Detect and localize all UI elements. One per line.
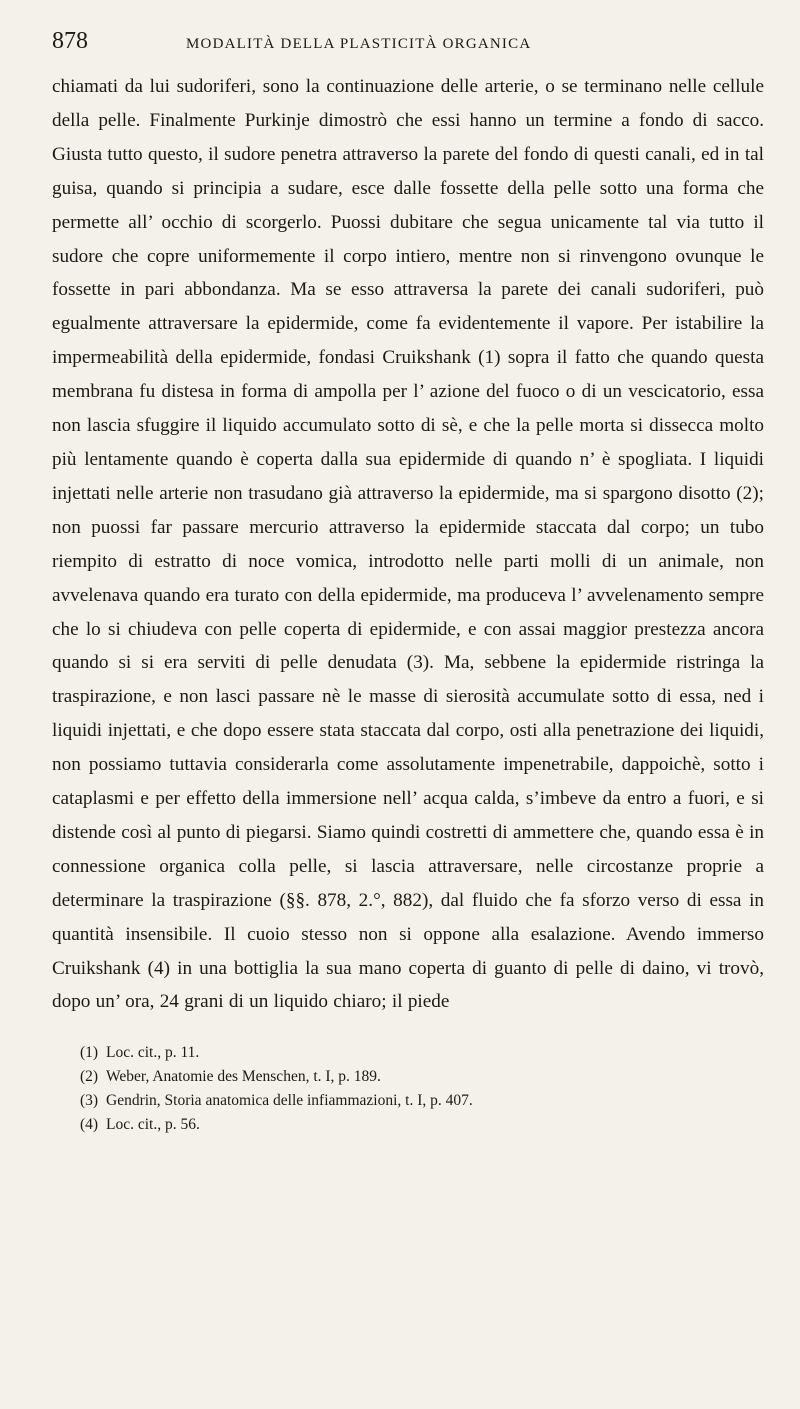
footnote-marker: (3) [80, 1092, 99, 1110]
footnote-1 [80, 1041, 764, 1065]
running-title: MODALITÀ DELLA PLASTICITÀ ORGANICA [186, 36, 532, 52]
footnote-marker: (1) [80, 1044, 99, 1062]
footnote-text: Gendrin, Storia anatomica delle infiammazioni, t. I, p. 407. [106, 1092, 473, 1110]
body-text [52, 70, 764, 1019]
running-head [52, 28, 764, 62]
footnotes [52, 1041, 764, 1137]
footnote-text: Weber, Anatomie des Menschen, t. I, p. 189. [106, 1068, 381, 1086]
footnote-text: Loc. cit., p. 11. [106, 1044, 200, 1062]
footnote-marker: (4) [80, 1116, 99, 1134]
footnote-text: Loc. cit., p. 56. [106, 1116, 200, 1134]
book-page [52, 28, 764, 1137]
page-number: 878 [52, 28, 88, 54]
paragraph: chiamati da lui sudoriferi, sono la continuazione delle arterie, o se terminano nelle cellule della pelle. Finalmente Purkinje dimostrò che essi hanno un termine a fondo di sacco. Giusta tutto questo, il sudore penetra attraverso la parete del fondo di questi canali, ed in tal guisa, quando si principia a sudare, esce dalle fossette della pelle sotto una forma che permette all’ occhio di scorgerlo. Puossi dubitare che segua unicamente tal via tutto il sudore che copre uniformemente il corpo intiero, mentre non si rinvengono ovunque le fossette in pari abbondanza. Ma se esso attraversa la parete dei canali sudoriferi, può egualmente attraversare la epidermide, come fa evidentemente il vapore. Per istabilire la impermeabilità della epidermide, fondasi Cruikshank (1) sopra il fatto che quando questa membrana fu distesa in forma di ampolla per l’ azione del fuoco o di un vescicatorio, essa non lascia sfuggire il liquido accumulato sotto di sè, e che la pelle morta si dissecca molto più lentamente quando è coperta dalla sua epidermide di quando n’ è spogliata. I liquidi injettati nelle arterie non trasudano già attraverso la epidermide, ma si spargono disotto (2); non puossi far passare mercurio attraverso la epidermide staccata dal corpo; un tubo riempito di estratto di noce vomica, introdotto nelle parti molli di un animale, non avvelenava quando era turato con della epidermide, ma produceva l’ avvelenamento sempre che lo si chiudeva con pelle coperta di epidermide, e con assai maggior prestezza ancora quando si si era serviti di pelle denudata (3). Ma, sebbene la epidermide ristringa la traspirazione, e non lasci passare nè le masse di sierosità accumulate sotto di essa, ned i liquidi injettati, e che dopo essere stata staccata dal corpo, osti alla penetrazione dei liquidi, non possiamo tuttavia considerarla come assolutamente impenetrabile, dappoichè, sotto i cataplasmi e per effetto della immersione nell’ acqua calda, s’imbeve da entro a fuori, e si distende così al punto di piegarsi. Siamo quindi costretti di ammettere che, quando essa è in connessione organica colla pelle, si lascia attraversare, nelle circostanze proprie a determinare la traspirazione (§§. 878, 2.°, 882), dal fluido che fa sforzo verso di essa in quantità insensibile. Il cuoio stesso non si oppone alla esalazione. Avendo immerso Cruikshank (4) in una bottiglia la sua mano coperta di guanto di pelle di daino, vi trovò, dopo un’ ora, 24 grani di un liquido chiaro; il piede [52, 76, 764, 1013]
footnote-marker: (2) [80, 1068, 99, 1086]
footnote-2 [80, 1065, 764, 1089]
footnote-3 [80, 1089, 764, 1113]
footnote-4 [80, 1113, 764, 1137]
